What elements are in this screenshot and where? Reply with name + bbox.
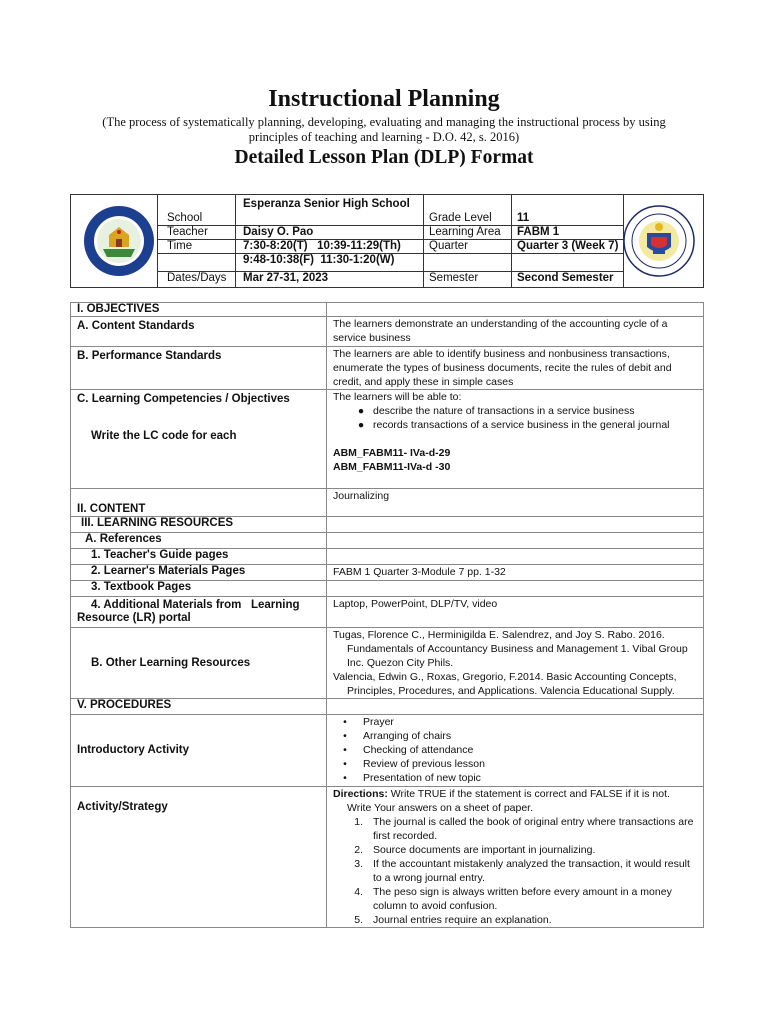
lc-code: ABM_FABM11-IVa-d -30 [333,461,451,473]
list-item [333,885,697,913]
learners-materials-value: FABM 1 Quarter 3-Module 7 pp. 1-32 [327,565,704,581]
table-row [71,699,704,715]
page-subtitle: Detailed Lesson Plan (DLP) Format [234,147,534,168]
table-row [71,489,704,517]
area-label: Learning Area [429,226,501,238]
competency-item: records transactions of a service business in the general journal [373,419,670,431]
area-value: FABM 1 [517,226,560,238]
content-standards-value: The learners demonstrate an understanding of the accounting cycle of a service business [327,317,704,347]
item-number: 2. [354,844,363,856]
teacher-value: Daisy O. Pao [243,226,314,238]
list-item [333,404,697,418]
statement-item: If the accountant mistakenly analyzed the transaction, it would result to a wrong journal entry. [373,858,690,884]
performance-standards-label: B. Performance Standards [71,347,327,390]
empty-cell [327,533,704,549]
empty-cell [327,699,704,715]
table-row [71,549,704,565]
dlp-table [70,302,704,928]
intro-item: Checking of attendance [363,744,474,756]
grade-label: Grade Level [429,212,492,224]
page-title: Instructional Planning [268,86,500,112]
table-row [71,517,704,533]
time-label: Time [167,240,193,252]
quarter-label: Quarter [429,240,468,252]
dates-value: Mar 27-31, 2023 [243,272,329,284]
page-description: (The process of systematically planning, developing, evaluating and managing the instructional process by using principles of teaching and learning - D.O. 42, s. 2016) [102,115,666,144]
school-value: Esperanza Senior High School [243,198,410,210]
statement-item: Source documents are important in journalizing. [373,844,596,856]
competencies-value-cell [327,390,704,489]
header-info-box [70,194,704,288]
other-resources-label: B. Other Learning Resources [71,628,327,699]
intro-item: Presentation of new topic [363,772,481,784]
competencies-label: C. Learning Competencies / Objectives [77,393,290,405]
activity-strategy-cell [327,787,704,928]
item-number: 3. [354,858,363,870]
dates-label: Dates/Days [167,272,227,284]
school-seal-logo [83,205,155,277]
deped-seal-logo [623,205,695,277]
competencies-intro: The learners will be able to: [333,391,462,403]
textbook-label: 3. Textbook Pages [71,581,327,597]
directions-text: Write TRUE if the statement is correct and FALSE if it is not. Write Your answers on a sheet of paper. [347,788,670,814]
table-row [71,715,704,787]
table-row [71,303,704,317]
lc-code: ABM_FABM11- IVa-d-29 [333,447,451,459]
empty-cell [327,303,704,317]
statement-item: The journal is called the book of original entry where transactions are first recorded. [373,816,694,842]
table-row [71,347,704,390]
list-item [333,857,697,885]
list-item [333,913,697,927]
directions-label: Directions: [333,788,388,800]
list-item [333,815,697,843]
additional-materials-label-2: Resource (LR) portal [77,612,191,624]
learners-materials-label: 2. Learner's Materials Pages [71,565,327,581]
teacher-label: Teacher [167,226,208,238]
content-value: Journalizing [327,489,704,517]
additional-materials-cell [71,597,327,628]
bullet-icon: • [343,716,347,728]
list-item [333,715,697,729]
intro-item: Review of previous lesson [363,758,485,770]
list-item [333,843,697,857]
directions [333,787,697,815]
teachers-guide-label: 1. Teacher's Guide pages [71,549,327,565]
bullet-icon: • [343,758,347,770]
quarter-value: Quarter 3 (Week 7) [517,240,619,252]
time-value-1: 7:30-8:20(T) 10:39-11:29(Th) [243,240,401,252]
competency-item: describe the nature of transactions in a service business [373,405,635,417]
statement-item: Journal entries require an explanation. [373,914,552,926]
table-row [71,581,704,597]
activity-strategy-label: Activity/Strategy [71,787,327,928]
reference-item: Tugas, Florence C., Herminigilda E. Salendrez, and Joy S. Rabo. 2016. Fundamentals of Accountancy Business and Management 1. Vibal Group Inc. Quezon City Phils. [333,629,688,669]
grade-value: 11 [517,212,530,224]
semester-label: Semester [429,272,479,284]
table-row [71,317,704,347]
school-label: School [167,212,203,224]
statement-item: The peso sign is always written before every amount in a money column to avoid confusion. [373,886,672,912]
list-item [333,729,697,743]
item-number: 1. [354,816,363,828]
competencies-label-cell [71,390,327,489]
table-row [71,628,704,699]
list-item [333,743,697,757]
time-value-2: 9:48-10:38(F) 11:30-1:20(W) [243,254,395,266]
references-label: A. References [71,533,327,549]
bullet-icon: ● [357,405,365,417]
reference-item: Valencia, Edwin G., Roxas, Gregorio, F.2014. Basic Accounting Concepts, Principles, Procedures, and Applications. Valencia Educational Supply. [333,671,677,697]
other-resources-cell [327,628,704,699]
performance-standards-value: The learners are able to identify business and nonbusiness transactions, enumerate the types of business documents, recite the rules of debit and credit, and apply these in simple cases [327,347,704,390]
table-row [71,787,704,928]
item-number: 5. [354,914,363,926]
table-row [71,565,704,581]
bullet-icon: • [343,744,347,756]
empty-cell [327,549,704,565]
procedures-heading: V. PROCEDURES [71,699,327,715]
lc-code-label: Write the LC code for each [91,430,237,442]
table-row [71,597,704,628]
semester-value: Second Semester [517,272,614,284]
item-number: 4. [354,886,363,898]
list-item [333,771,697,785]
objectives-heading: I. OBJECTIVES [71,303,327,317]
bullet-icon: • [343,772,347,784]
list-item [333,757,697,771]
additional-materials-label: 4. Additional Materials from Learning [91,599,300,611]
introductory-activity-cell [327,715,704,787]
content-heading: II. CONTENT [71,489,327,517]
list-item [333,418,697,432]
empty-cell [327,581,704,597]
intro-item: Prayer [363,716,394,728]
bullet-icon: ● [357,419,365,431]
empty-cell [327,517,704,533]
intro-item: Arranging of chairs [363,730,452,742]
bullet-icon: • [343,730,347,742]
table-row [71,390,704,489]
content-standards-label: A. Content Standards [71,317,327,347]
additional-materials-value: Laptop, PowerPoint, DLP/TV, video [327,597,704,628]
table-row [71,533,704,549]
introductory-activity-label: Introductory Activity [71,715,327,787]
resources-heading: III. LEARNING RESOURCES [71,517,327,533]
